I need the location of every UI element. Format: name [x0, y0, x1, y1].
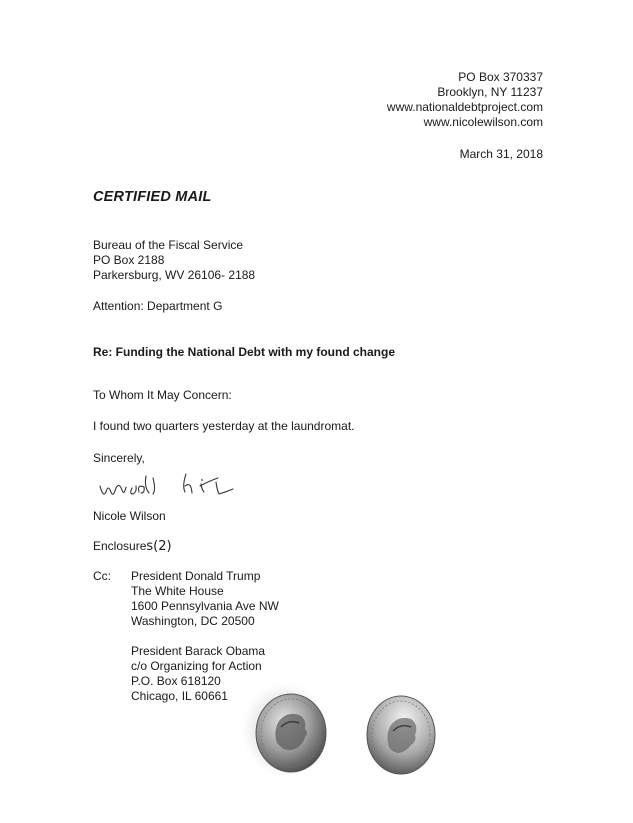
cc-recipient-2-line1: c/o Organizing for Action — [131, 659, 262, 673]
sender-website-2: www.nicolewilson.com — [423, 115, 543, 129]
cc-recipient-1-name: President Donald Trump — [131, 569, 261, 583]
quarter-coin-image — [365, 695, 437, 775]
cc-recipient-2-name: President Barack Obama — [131, 644, 266, 658]
letter-date: March 31, 2018 — [459, 147, 543, 161]
sender-website-1: www.nationaldebtproject.com — [386, 100, 543, 114]
salutation: To Whom It May Concern: — [93, 388, 232, 402]
sender-address — [387, 70, 543, 130]
signer-name: Nicole Wilson — [93, 509, 166, 523]
enclosures-handwritten-count: s(2) — [146, 539, 172, 554]
cc-recipient-2-line3: Chicago, IL 60661 — [131, 689, 228, 703]
cc-recipient-1-line3: Washington, DC 20500 — [131, 614, 255, 628]
letter-body: I found two quarters yesterday at the laundromat. — [93, 419, 355, 433]
cc-label: Cc: — [93, 569, 111, 583]
recipient-po-box: PO Box 2188 — [93, 253, 165, 267]
attention-line: Attention: Department G — [93, 299, 223, 313]
recipient-city: Parkersburg, WV 26106- 2188 — [93, 268, 256, 282]
enclosures-label: Enclosure — [93, 539, 147, 553]
cc-list — [131, 569, 279, 704]
enclosures-line — [93, 539, 172, 554]
cc-recipient-1-line1: The White House — [131, 584, 224, 598]
recipient-name: Bureau of the Fiscal Service — [93, 238, 244, 252]
subject-line: Re: Funding the National Debt with my found change — [93, 345, 395, 359]
handwritten-signature — [98, 470, 248, 504]
cc-recipient-2-line2: P.O. Box 618120 — [131, 674, 221, 688]
quarter-coin-image — [255, 693, 327, 773]
sender-city: Brooklyn, NY 11237 — [437, 85, 543, 99]
cc-recipient-1-line2: 1600 Pennsylvania Ave NW — [131, 599, 279, 613]
closing: Sincerely, — [93, 451, 145, 465]
cc-spacer — [131, 629, 279, 644]
recipient-address — [93, 238, 255, 283]
mail-type-heading: CERTIFIED MAIL — [93, 189, 212, 205]
sender-po-box: PO Box 370337 — [458, 70, 543, 84]
